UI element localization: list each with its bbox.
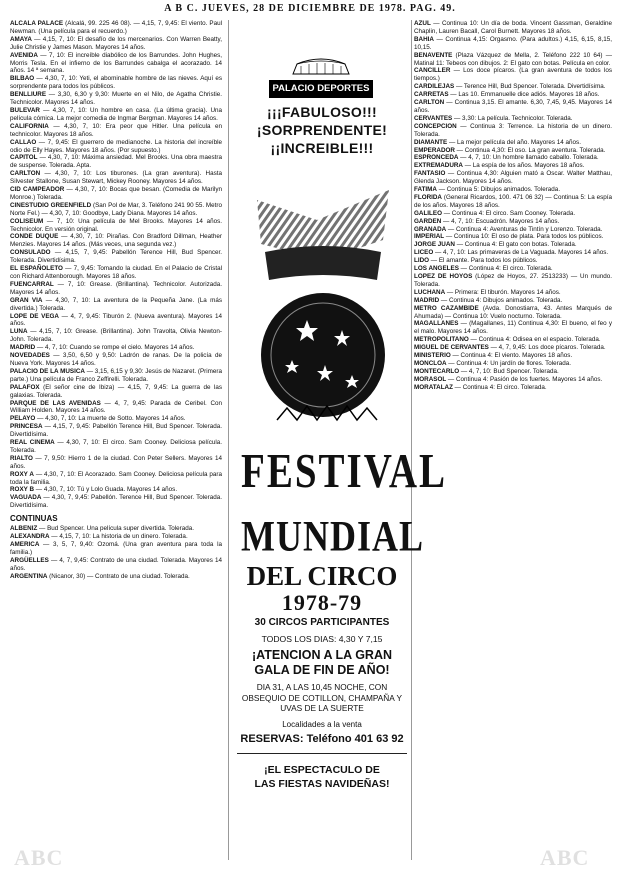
listing-text: (El señor cine de Ibiza) — 4,15, 7, 9,45: La guerra de las galaxias. Tolerada. bbox=[10, 383, 222, 399]
listing-text: — 4,30, 7, 10: El circo. Sam Cooney. Deliciosa película. Tolerada. bbox=[10, 439, 222, 454]
cinema-name: CONCEPCION bbox=[414, 122, 457, 130]
listing-entry bbox=[414, 210, 612, 218]
listing-entry bbox=[10, 533, 222, 541]
listing-entry bbox=[10, 265, 222, 281]
cinema-name: MONCLOA bbox=[414, 359, 447, 367]
listing-text: — 4,30, 7, 10: Los tiburones. (La gran aventura). Hasta Silvester Stallone, Susan Stewart, Mickey Rooney. Mayores 14 años. bbox=[10, 170, 222, 186]
cinema-name: CAPITOL bbox=[10, 154, 38, 162]
mundial-title: MUNDIAL bbox=[241, 512, 424, 560]
listing-entry bbox=[414, 360, 612, 368]
listing-text: — 4, 7, 10: Escuadrón. Mayores 14 años. bbox=[441, 217, 560, 225]
cinema-name: MORASOL bbox=[414, 375, 447, 383]
listing-text: — Continua 4: El gato con botas. Tolerada. bbox=[454, 241, 577, 249]
listing-entry bbox=[414, 154, 612, 162]
cinema-name: CINESTUDIO GREENFIELD bbox=[10, 201, 92, 209]
listing-entry bbox=[414, 186, 612, 194]
listing-entry bbox=[10, 352, 222, 368]
listing-text: — 4,15, 7, 9,45: Pabellón Terence Hill, Bud Spencer. Tolerada. Divertidísima. bbox=[10, 423, 222, 439]
listing-text: — Continua 3,15. El amante. 6,30, 7,45, 9,45. Mayores 14 años. bbox=[414, 99, 612, 114]
listing-text: — 4,30, 7, 10: La aventura de la Pequeña Jane. (La más divertida.) Tolerada. bbox=[10, 296, 222, 312]
cinema-name: ROXY A bbox=[10, 470, 34, 478]
cinema-name: ARGENTINA bbox=[10, 572, 48, 580]
listing-entry bbox=[414, 67, 612, 83]
cinema-name: CANCILLER bbox=[414, 67, 451, 75]
listing-text: — 4,30, 7, 10: Tú y Lolo Guada. Mayores 14 años. bbox=[34, 486, 178, 494]
cinema-name: CALLAO bbox=[10, 138, 37, 146]
listing-text: — La mejor película del año. Mayores 14 años. bbox=[447, 138, 581, 146]
listing-entry bbox=[414, 376, 612, 384]
cinema-name: RIALTO bbox=[10, 454, 33, 462]
listing-text: — Continua 4: El circo. Tolerada. bbox=[452, 383, 547, 391]
cinema-name: AZUL bbox=[414, 20, 431, 27]
listing-entry bbox=[10, 455, 222, 471]
listing-text: — Continua 4: Dibujos animados. Tolerada. bbox=[439, 296, 563, 304]
section-heading-continuas: CONTINUAS bbox=[10, 514, 58, 524]
cinema-name: CONSULADO bbox=[10, 249, 51, 257]
cinema-name: JORGE JUAN bbox=[414, 241, 455, 249]
left-listings-column bbox=[10, 20, 222, 860]
cinema-name: GRAN VIA bbox=[10, 296, 43, 304]
listing-entry bbox=[414, 147, 612, 155]
cinema-name: CARLTON bbox=[414, 99, 445, 107]
season-year: 1978-79 bbox=[281, 590, 363, 615]
cinema-name: LICEO bbox=[414, 249, 434, 257]
listing-entry bbox=[10, 344, 222, 352]
listing-text: — 7, 9,50: Hierro 1 de la ciudad. Con Peter Sellers. Mayores 14 años. bbox=[10, 454, 222, 470]
listing-text: — Continua 4: Un jardín de flores. Tolerada. bbox=[446, 359, 572, 367]
listing-text: — (Magallanes, 11) Continua 4,30: El bueno, el feo y el malo. Mayores 14 años. bbox=[414, 320, 612, 336]
circos-participantes: 30 CIRCOS PARTICIPANTES bbox=[254, 617, 390, 628]
listing-entry bbox=[414, 241, 612, 249]
listing-entry bbox=[10, 139, 222, 155]
tagline-line1: ¡EL ESPECTACULO DE bbox=[264, 764, 380, 776]
listing-text: — 4,30, 7, 9,45: Pabellón. Terence Hill, Bud Spencer. Tolerada. Divertidísima. bbox=[10, 494, 222, 510]
listing-text: — 4,30, 7, 10: Máxima ansiedad. Mel Brooks. Una obra maestra de suspense. Tolerada. Apta. bbox=[10, 154, 222, 170]
cinema-name: FATIMA bbox=[414, 186, 437, 194]
listing-text: — Continua 4: El circo. Sam Cooney. Tolerada. bbox=[442, 209, 576, 217]
listing-entry bbox=[10, 91, 222, 107]
cinema-name: GRANADA bbox=[414, 225, 447, 233]
tagline-line2: LAS FIESTAS NAVIDEÑAS! bbox=[254, 778, 390, 790]
listing-entry bbox=[10, 557, 222, 573]
listing-entry bbox=[414, 257, 612, 265]
listing-entry bbox=[10, 313, 222, 329]
cinema-name: CERVANTES bbox=[414, 114, 453, 122]
cinema-name: MORATALAZ bbox=[414, 383, 453, 391]
listing-text: — 4, 7, 10: Las primaveras de La Vaguada. Mayores 14 años. bbox=[433, 249, 609, 257]
headline-increible: ¡¡INCREIBLE!!! bbox=[270, 140, 374, 156]
listing-text: — 3,50, 6,50 y 9,50: Ladrón de ranas. De la policía de Nueva York. Mayores 14 años. bbox=[10, 352, 222, 367]
gala-announcement-line2: GALA DE FIN DE AÑO! bbox=[254, 663, 390, 677]
listing-entry bbox=[10, 471, 222, 487]
cinema-name: BILBAO bbox=[10, 75, 35, 83]
listing-text: (San Pol de Mar, 3. Teléfono 241 90 55. Metro Norte Fel.) — 4,30, 7, 10: Goodbye, Lady Diana. Mayores 14 años. bbox=[10, 201, 222, 217]
listing-text: — 4, 7, 10: Un hombre llamado caballo. Tolerada. bbox=[458, 154, 599, 162]
abc-watermark: ABC bbox=[14, 845, 64, 870]
listing-entry bbox=[10, 75, 222, 91]
listing-entry bbox=[10, 384, 222, 400]
listing-entry bbox=[414, 139, 612, 147]
palacio-deportes-building-icon bbox=[289, 54, 353, 76]
cinema-name: ALCALA PALACE bbox=[10, 20, 64, 27]
listing-entry bbox=[414, 384, 612, 392]
listing-entry bbox=[414, 233, 612, 241]
cinema-name: METROPOLITANO bbox=[414, 336, 469, 344]
listing-entry bbox=[414, 20, 612, 36]
listing-entry bbox=[414, 297, 612, 305]
listing-text: — Continua 5: Dibujos animados. Tolerada. bbox=[436, 186, 561, 194]
listing-entry bbox=[10, 20, 222, 36]
listing-entry bbox=[414, 289, 612, 297]
cinema-name: PALACIO DE LA MUSICA bbox=[10, 367, 85, 375]
listing-text: — Terence Hill, Bud Spencer. Tolerada. Divertidísima. bbox=[454, 83, 606, 91]
cinema-name: IMPERIAL bbox=[414, 233, 445, 241]
listing-entry bbox=[414, 305, 612, 321]
cinema-name: EL ESPAÑOLETO bbox=[10, 265, 63, 273]
cinema-name: COLISEUM bbox=[10, 217, 44, 225]
cinema-name: EXTREMADURA bbox=[414, 162, 463, 170]
cinema-name: DIAMANTE bbox=[414, 138, 448, 146]
listing-text: — 4,15, 7, 10: La historia de un dinero. Tolerada. bbox=[49, 533, 188, 541]
listing-text: — Los doce pícaros. (La gran aventura de todos los tiempos.) bbox=[414, 67, 612, 83]
listing-entry bbox=[414, 170, 612, 186]
listing-text: (Avda. Donostiarra, 43. Antes Marqués de Ahumada) — Continua 10: Vuelo nocturno. Tolerada. bbox=[414, 304, 612, 320]
listing-text: — 4,30, 7, 10: Yeti, el abominable hombre de las nieves. Aquí es sorprendente para todos los públicos. bbox=[10, 75, 222, 91]
listing-entry bbox=[10, 233, 222, 249]
cinema-name: LOS ANGELES bbox=[414, 265, 459, 273]
cinema-name: REAL CINEMA bbox=[10, 439, 55, 447]
listing-text: (Nicanor, 30) — Contrato de una ciudad. Tolerada. bbox=[47, 572, 190, 580]
listing-entry bbox=[414, 218, 612, 226]
gala-announcement-line1: ¡ATENCION A LA GRAN bbox=[251, 648, 393, 662]
cinema-name: METRO CAZAMBIDE bbox=[414, 304, 479, 312]
listing-entry bbox=[10, 328, 222, 344]
listing-entry bbox=[414, 352, 612, 360]
palacio-deportes-banner: PALACIO DEPORTES bbox=[269, 80, 373, 98]
cinema-name: AMERICA bbox=[10, 541, 40, 548]
cinema-name: LUNA bbox=[10, 328, 28, 336]
listing-entry bbox=[414, 52, 612, 68]
cinema-name: PRINCESA bbox=[10, 423, 43, 431]
cinema-name: GARDEN bbox=[414, 217, 442, 225]
listing-entry bbox=[10, 573, 222, 581]
cinema-name: LOPEZ DE HOYOS bbox=[414, 273, 473, 280]
listing-text: (General Ricardos, 100. 471 06 32) — Continua 5: La espía de los años. Mayores 18 años. bbox=[414, 193, 612, 209]
listing-entry bbox=[10, 486, 222, 494]
listing-text: — Continua 4: Odisea en el espacio. Tolerada. bbox=[468, 336, 601, 344]
listing-entry bbox=[414, 123, 612, 139]
listing-text: — Continua 4,30: El oso. La gran aventura. Tolerada. bbox=[454, 146, 606, 154]
cinema-name: MAGALLANES bbox=[414, 320, 459, 328]
cinema-name: AMAYA bbox=[10, 35, 32, 43]
listing-text: — 4, 7, 9,45: Parada de Ceribel. Con William Holden. Mayores 14 años. bbox=[10, 399, 222, 415]
listing-text: — Continua 4,30: Alguien mató a Oscar. Walter Matthau, Glenda Jackson. Mayores 14 años. bbox=[414, 170, 612, 186]
listing-entry bbox=[414, 162, 612, 170]
listing-text: — Continua 4,15: Orgasmo. (Para adultos.) 4,15, 6,15, 8,15, 10,15. bbox=[414, 35, 612, 51]
listing-entry bbox=[414, 83, 612, 91]
listing-text: — 4,30, 7, 10: Pirañas. Con Bradford Dillman, Heather Menzies. Mayores 14 años. (Más veces, una segunda vez.) bbox=[10, 233, 222, 249]
listing-text: — Continua 10: Un día de boda. Vincent Gassman, Geraldine Chaplin, Lauren Bacall, Carol Burnett. Mayores 18 años. bbox=[414, 20, 612, 35]
listing-entry bbox=[10, 541, 222, 557]
cinema-name: CID CAMPEADOR bbox=[10, 186, 65, 194]
cinema-name: CARLTON bbox=[10, 170, 41, 178]
listing-entry bbox=[10, 439, 222, 455]
cinema-name: MINISTERIO bbox=[414, 352, 451, 360]
listing-entry bbox=[10, 154, 222, 170]
cinema-name: BULEVAR bbox=[10, 106, 40, 114]
listing-text: — La espía de los años. Mayores 18 años. bbox=[462, 162, 585, 170]
listing-text: — 3,15, 6,15 y 9,30: Jesús de Nazaret. (Primera parte.) Una película de Franco Zeffirelli. Tolerada. bbox=[10, 367, 222, 383]
right-listings-column bbox=[414, 20, 612, 860]
cinema-name: CALIFORNIA bbox=[10, 122, 49, 130]
listing-text: — 4, 7, 10: Cuando se rompe el cielo. Mayores 14 años. bbox=[35, 344, 195, 352]
listing-entry bbox=[10, 297, 222, 313]
listing-entry bbox=[10, 281, 222, 297]
cinema-name: FANTASIO bbox=[414, 170, 446, 178]
listing-text: — 3,30, 6,30 y 9,30: Muerte en el Nilo, de Agatha Christie. Technicolor. Mayores 14 años. bbox=[10, 91, 222, 107]
listing-entry bbox=[10, 249, 222, 265]
cinema-name: PELAYO bbox=[10, 415, 36, 423]
cinema-name: BAHIA bbox=[414, 35, 434, 43]
listing-text: — 4,30, 7, 10: Bocas que besan. (Comedia de Marilyn Monroe.) Tolerada. bbox=[10, 186, 222, 201]
ad-divider bbox=[237, 753, 407, 754]
cinema-name: VAGUADA bbox=[10, 494, 42, 502]
listing-entry bbox=[414, 226, 612, 234]
cinema-name: MADRID bbox=[10, 344, 36, 352]
abc-watermark: ABC bbox=[540, 845, 590, 870]
listing-text: — 3, 5, 7, 9,40: Ozomá. (Una gran aventura para toda la familia.) bbox=[10, 541, 222, 556]
listing-entry bbox=[414, 273, 612, 289]
listing-entry bbox=[10, 494, 222, 510]
reservations-phone: RESERVAS: Teléfono 401 63 92 bbox=[240, 733, 404, 745]
listing-text: — 4, 7, 10: Bud Spencer. Tolerada. bbox=[459, 367, 559, 375]
cinema-name: ALEXANDRA bbox=[10, 533, 50, 541]
listing-entry bbox=[414, 99, 612, 115]
listing-entry bbox=[414, 368, 612, 376]
festival-title: FESTIVAL bbox=[241, 444, 448, 499]
listing-text: (Plaza Vázquez de Mella, 2. Teléfono 222 10 64) — Matinal 11: Tebeos con dibujos. 2: El gato con botas. Película en color. bbox=[414, 51, 612, 67]
listing-entry bbox=[10, 123, 222, 139]
listing-entry bbox=[10, 36, 222, 52]
gala-details: DIA 31, A LAS 10,45 NOCHE, CON OBSEQUIO DE COTILLON, CHAMPAÑA Y UVAS DE LA SUERTE bbox=[241, 682, 403, 713]
cinema-name: FUENCARRAL bbox=[10, 280, 54, 288]
listing-text: — Continua 3: Terrence. La historia de un dinero. Tolerada. bbox=[414, 122, 612, 138]
listing-text: — 4,30, 7, 10: Un hombre en casa. (La última gracia). Una película cómica. La mejor comedia de Ingmar Bergman. Mayores 14 años. bbox=[10, 106, 222, 122]
cinema-name: PARQUE DE LAS AVENIDAS bbox=[10, 399, 101, 407]
listing-text: — 4,15, 7, 10: Grease. (Brillantina). John Travolta, Olivia Newton-John. Tolerada. bbox=[10, 328, 222, 344]
cinema-name: ALBENIZ bbox=[10, 525, 38, 533]
cinema-name: FLORIDA bbox=[414, 193, 442, 201]
listing-entry bbox=[10, 368, 222, 384]
showtimes: TODOS LOS DIAS: 4,30 Y 7,15 bbox=[261, 634, 383, 644]
listing-entry bbox=[10, 415, 222, 423]
cinema-name: NOVEDADES bbox=[10, 352, 50, 360]
cinema-name: CONDE DUQUE bbox=[10, 233, 59, 241]
cinema-name: LOPE DE VEGA bbox=[10, 312, 59, 320]
cinema-name: LUCHANA bbox=[414, 288, 446, 296]
listing-text: — 7, 9,45: Tomando la ciudad. En el Palacio de Cristal con Richard Attenborough. Mayores 18 años. bbox=[10, 265, 222, 280]
tickets-on-sale: Localidades a la venta bbox=[282, 720, 362, 729]
listing-text: — 4,30, 7, 10: Era peor que Hitler. Una película en technicolor. Mayores 18 años. bbox=[10, 122, 222, 138]
listing-text: — Bud Spencer. Una película super divertida. Tolerada. bbox=[37, 525, 194, 533]
listing-entry bbox=[10, 218, 222, 234]
listing-text: (López de Hoyos, 27. 2513233) — Un mundo. Tolerada. bbox=[414, 273, 612, 288]
listing-text: — Continua 4: El viento. Mayores 18 años. bbox=[450, 352, 573, 360]
listing-text: — 7, 9,45: El guerrero de medianoche. La historia del increíble odio de Elly Hayes. Mayores 18 años. (Por supuesto.) bbox=[10, 138, 222, 154]
listing-text: — Continua 4: Pasión de los fuertes. Mayores 14 años. bbox=[446, 375, 603, 383]
listing-text: — Continua 4: Aventuras de Tintín y Lorenzo. Tolerada. bbox=[446, 225, 603, 233]
del-circo-title: DEL CIRCO bbox=[246, 561, 398, 591]
listing-entry bbox=[414, 36, 612, 52]
page-header: A B C. JUEVES, 28 DE DICIEMBRE DE 1978. PAG. 49. bbox=[164, 3, 456, 14]
listing-text: — 4, 7, 9,45: Contrato de una ciudad. Tolerada. Mayores 14 años. bbox=[10, 556, 222, 572]
listing-entry bbox=[10, 107, 222, 123]
listing-entry bbox=[10, 423, 222, 439]
listing-text: — 7, 10: Grease. (Brillantina). Technicolor. Autorizada. Mayores 14 años. bbox=[10, 280, 222, 296]
listing-entry bbox=[414, 194, 612, 210]
listing-entry bbox=[414, 336, 612, 344]
listing-text: — 4, 7, 9,45: Los doce pícaros. Tolerada. bbox=[488, 344, 606, 352]
listing-text: — Continua 4: El circo. Tolerada. bbox=[458, 265, 553, 273]
listing-entry bbox=[414, 115, 612, 123]
cinema-name: LIDO bbox=[414, 257, 430, 265]
cinema-name: PALAFOX bbox=[10, 383, 40, 391]
listing-text: — Las 10. Emmanuelle dice adiós. Mayores 18 años. bbox=[448, 91, 600, 99]
cinema-name: MADRID bbox=[414, 296, 440, 304]
cinema-name: GALILEO bbox=[414, 209, 442, 217]
listing-text: — 7, 10: Una película de Mel Brooks. Mayores 14 años. Technicolor. En versión original. bbox=[10, 217, 222, 233]
listing-entry bbox=[10, 52, 222, 76]
listing-entry bbox=[414, 344, 612, 352]
listing-text: — 4,30, 7, 10: La muerte de Sotto. Mayores 14 años. bbox=[35, 415, 186, 423]
headline-fabuloso: ¡¡¡FABULOSO!!! bbox=[267, 104, 377, 120]
listing-text: — 3,30: La película. Technicolor. Tolerada. bbox=[452, 114, 573, 122]
listing-entry bbox=[414, 320, 612, 336]
listing-entry bbox=[10, 170, 222, 186]
cinema-name: CARRETAS bbox=[414, 91, 449, 99]
listing-entry bbox=[10, 400, 222, 416]
cinema-name: MIGUEL DE CERVANTES bbox=[414, 344, 489, 352]
cinema-name: ARGÜELLES bbox=[10, 556, 49, 564]
headline-sorprendente: ¡SORPRENDENTE! bbox=[256, 122, 388, 138]
cinema-name: BENAVENTE bbox=[414, 51, 453, 59]
listing-text: — 7, 10: El increíble diabólico de los Barrundes. John Hughes, Morris Tesla. En el infierno de los Barrundes cabalga el acorazado. 14 años. 14 ª semana. bbox=[10, 51, 222, 75]
cinema-name: AVENIDA bbox=[10, 51, 38, 59]
cinema-name: BENLLIURE bbox=[10, 91, 47, 99]
cinema-name: CARDILEJAS bbox=[414, 83, 455, 91]
cinema-name: MONTECARLO bbox=[414, 367, 460, 375]
listing-entry bbox=[414, 265, 612, 273]
listing-text: — Primera: El tiburón. Mayores 14 años. bbox=[445, 288, 561, 296]
listing-text: — 4,15, 7, 10: El desafío de los mercenarios. Con Warren Beatty, Julie Christie y James Mason. Mayores 14 años. bbox=[10, 35, 222, 51]
listing-entry bbox=[10, 186, 222, 202]
listing-text: — 4,15, 7, 9,45: Pabellón Terence Hill, Bud Spencer. Tolerada. Divertidísima. bbox=[10, 249, 222, 265]
cinema-name: ROXY B bbox=[10, 486, 35, 494]
listing-entry bbox=[414, 249, 612, 257]
listing-text: — 4,30, 7, 10: El Acorazado. Sam Cooney. Deliciosa película para toda la familia. bbox=[10, 470, 222, 486]
listing-entry bbox=[10, 525, 222, 533]
cinema-name: ESPRONCEDA bbox=[414, 154, 459, 162]
listing-entry bbox=[414, 91, 612, 99]
listing-text: — 4, 7, 9,45: Tiburón 2. (Nueva aventura). Mayores 14 años. bbox=[10, 312, 222, 328]
cinema-name: EMPERADOR bbox=[414, 146, 455, 154]
listing-text: (Alcalá, 99. 225 46 08). — 4,15, 7, 9,45: El viento. Paul Newman. (Una película para el recuerdo.) bbox=[10, 20, 222, 35]
listing-text: — El amante. Para todos los públicos. bbox=[429, 257, 538, 265]
listing-text: — Continua 10: El oso de plata. Para todos los públicos. bbox=[444, 233, 604, 241]
circus-globe-illustration bbox=[247, 180, 399, 450]
listing-entry bbox=[10, 202, 222, 218]
